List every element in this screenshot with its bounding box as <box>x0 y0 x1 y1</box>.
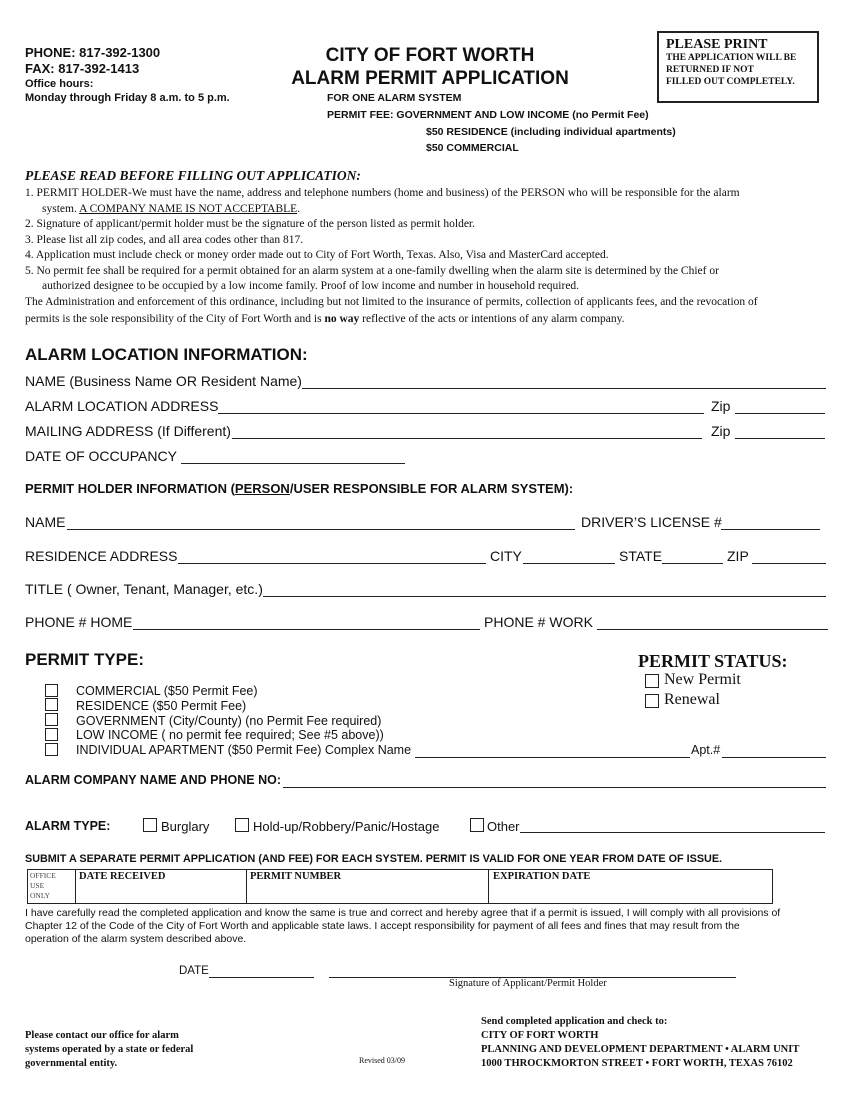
city-field[interactable] <box>523 563 615 564</box>
permit-status-heading: PERMIT STATUS: <box>638 651 788 671</box>
phone-work-field[interactable] <box>597 629 828 630</box>
fee-line-1: PERMIT FEE: GOVERNMENT AND LOW INCOME (no Permit Fee) <box>327 109 649 121</box>
title-label: TITLE ( Owner, Tenant, Manager, etc.) <box>25 581 263 597</box>
government-checkbox[interactable] <box>45 713 58 726</box>
administration-note-2 <box>25 312 830 328</box>
office-use-table <box>27 869 773 904</box>
date-label: DATE <box>179 965 209 977</box>
expiration-date-header: EXPIRATION DATE <box>493 871 591 882</box>
title-field[interactable] <box>263 596 826 597</box>
send-line-1: Send completed application and check to: <box>481 1016 668 1027</box>
location-zip-label: Zip <box>711 398 731 414</box>
office-hours-label: Office hours: <box>25 78 94 90</box>
please-print-line-2: RETURNED IF NOT <box>666 65 754 75</box>
permit-type-residence: RESIDENCE ($50 Permit Fee) <box>76 698 247 713</box>
permit-type-low-income: LOW INCOME ( no permit fee required; See #5 above)) <box>76 728 384 743</box>
certification-line-2: Chapter 12 of the Code of the City of Fort Worth and applicable state laws. I accept responsibility for payment of all fees and fines that may result from the <box>25 920 740 932</box>
other-label: Other <box>487 819 520 834</box>
zip-field[interactable] <box>752 563 826 564</box>
admin-note-prefix: permits is the sole responsibility of the City of Fort Worth and is <box>25 313 325 325</box>
permit-type-options <box>76 684 411 758</box>
phone-number: PHONE: 817-392-1300 <box>25 45 161 60</box>
mailing-zip-label: Zip <box>711 423 731 439</box>
instruction-5: 5. No permit fee shall be required for a permit obtained for an alarm system at a one-family dwelling when the alarm site is determined by the Chief or <box>25 264 719 277</box>
administration-note-1: The Administration and enforcement of this ordinance, including but not limited to the insurance of permits, collection of applicants fees, and the revocation of <box>25 295 758 308</box>
permit-type-government: GOVERNMENT (City/County) (no Permit Fee required) <box>76 713 382 728</box>
mailing-zip-field[interactable] <box>735 438 825 439</box>
state-label: STATE <box>619 548 663 564</box>
residence-checkbox[interactable] <box>45 698 58 711</box>
date-field[interactable] <box>209 977 314 978</box>
holdup-checkbox[interactable] <box>235 818 249 832</box>
company-name-warning: A COMPANY NAME IS NOT ACCEPTABLE <box>79 202 298 215</box>
permit-type-individual-apartment: INDIVIDUAL APARTMENT ($50 Permit Fee) Complex Name <box>76 743 412 758</box>
send-line-4: 1000 THROCKMORTON STREET • FORT WORTH, TEXAS 76102 <box>481 1058 793 1069</box>
please-print-title: PLEASE PRINT <box>666 37 768 52</box>
location-address-field[interactable] <box>218 413 704 414</box>
individual-apartment-checkbox[interactable] <box>45 743 58 756</box>
fee-line-2: $50 RESIDENCE (including individual apartments) <box>426 126 676 138</box>
separate-application-notice: SUBMIT A SEPARATE PERMIT APPLICATION (AND FEE) FOR EACH SYSTEM. PERMIT IS VALID FOR ONE YEAR FROM DATE OF ISSUE. <box>25 853 723 865</box>
contact-block <box>25 45 230 105</box>
instruction-1: 1. PERMIT HOLDER-We must have the name, address and telephone numbers (home and business) of the PERSON who will be responsible for the alarm <box>25 187 740 199</box>
revision-date: Revised 03/09 <box>359 1056 405 1065</box>
signature-label: Signature of Applicant/Permit Holder <box>449 978 607 989</box>
burglary-checkbox[interactable] <box>143 818 157 832</box>
occupancy-date-field[interactable] <box>181 463 405 464</box>
renewal-checkbox[interactable] <box>645 694 659 708</box>
apt-label: Apt.# <box>691 743 721 757</box>
instructions-heading: PLEASE READ BEFORE FILLING OUT APPLICATION: <box>25 168 361 183</box>
permit-holder-heading-prefix: PERMIT HOLDER INFORMATION ( <box>25 481 235 496</box>
residence-address-label: RESIDENCE ADDRESS <box>25 548 178 564</box>
state-federal-contact-note <box>25 1029 193 1071</box>
page-title <box>280 44 580 90</box>
phone-home-label: PHONE # HOME <box>25 614 133 630</box>
fee-line-3: $50 COMMERCIAL <box>426 142 519 154</box>
instruction-4: 4. Application must include check or money order made out to City of Fort Worth, Texas. Also, Visa and MasterCard accepted. <box>25 249 609 261</box>
title-city: CITY OF FORT WORTH <box>325 45 535 66</box>
zip-label: ZIP <box>727 548 749 564</box>
please-print-line-1: THE APPLICATION WILL BE <box>666 53 797 63</box>
permit-type-heading: PERMIT TYPE: <box>25 650 145 669</box>
contact-note-line-1: Please contact our office for alarm <box>25 1030 179 1041</box>
commercial-checkbox[interactable] <box>45 684 58 697</box>
location-zip-field[interactable] <box>735 413 825 414</box>
location-name-label: NAME (Business Name OR Resident Name) <box>25 373 302 389</box>
other-alarm-type-field[interactable] <box>520 832 825 833</box>
admin-note-suffix: reflective of the acts or intentions of any alarm company. <box>359 313 625 325</box>
certification-line-3: operation of the alarm system described above. <box>25 933 247 945</box>
holdup-label: Hold-up/Robbery/Panic/Hostage <box>253 819 440 834</box>
permit-holder-heading <box>25 481 573 496</box>
drivers-license-label: DRIVER’S LICENSE # <box>581 514 722 530</box>
instruction-5-cont: authorized designee to be occupied by a low income family. Proof of low income and number in household required. <box>42 280 580 292</box>
phone-home-field[interactable] <box>133 629 480 630</box>
office-use-label <box>30 871 56 901</box>
location-address-label: ALARM LOCATION ADDRESS <box>25 398 219 414</box>
instructions-list <box>25 186 830 328</box>
mailing-address-label: MAILING ADDRESS (If Different) <box>25 423 231 439</box>
permit-type-commercial: COMMERCIAL ($50 Permit Fee) <box>76 684 258 698</box>
fax-number: FAX: 817-392-1413 <box>25 61 140 76</box>
state-field[interactable] <box>662 563 723 564</box>
apt-number-field[interactable] <box>722 757 826 758</box>
holder-name-label: NAME <box>25 514 66 530</box>
admin-note-emphasis: no way <box>324 313 360 325</box>
office-use-line-3: ONLY <box>30 891 51 900</box>
complex-name-field[interactable] <box>415 757 690 758</box>
holder-name-field[interactable] <box>67 529 575 530</box>
phone-work-label: PHONE # WORK <box>484 614 593 630</box>
table-divider <box>75 870 76 903</box>
renewal-label: Renewal <box>664 691 720 708</box>
instruction-1-cont <box>25 202 830 218</box>
instruction-3: 3. Please list all zip codes, and all area codes other than 817. <box>25 233 304 246</box>
certification-statement <box>25 907 835 946</box>
instruction-1-prefix: system. <box>42 202 80 215</box>
contact-note-line-3: governmental entity. <box>25 1058 118 1069</box>
send-line-2: CITY OF FORT WORTH <box>481 1030 599 1041</box>
occupancy-date-label: DATE OF OCCUPANCY <box>25 448 177 464</box>
office-use-line-2: USE <box>30 881 45 890</box>
one-system-note: FOR ONE ALARM SYSTEM <box>327 92 462 104</box>
send-line-3: PLANNING AND DEVELOPMENT DEPARTMENT • ALARM UNIT <box>481 1044 800 1055</box>
burglary-label: Burglary <box>161 819 210 834</box>
person-emphasis: PERSON <box>234 481 290 496</box>
instruction-1-suffix: . <box>297 202 301 215</box>
certification-line-1: I have carefully read the completed application and know the same is true and correct and hereby agree that if a permit is issued, I will comply with all provisions of <box>25 907 781 919</box>
other-checkbox[interactable] <box>470 818 484 832</box>
alarm-company-label: ALARM COMPANY NAME AND PHONE NO: <box>25 773 282 787</box>
alarm-type-label: ALARM TYPE: <box>25 819 111 833</box>
residence-address-field[interactable] <box>178 563 486 564</box>
table-divider <box>488 870 489 903</box>
drivers-license-field[interactable] <box>721 529 820 530</box>
alarm-company-field[interactable] <box>283 787 826 788</box>
permit-holder-heading-suffix: /USER RESPONSIBLE FOR ALARM SYSTEM): <box>289 481 574 496</box>
date-received-header: DATE RECEIVED <box>79 871 166 882</box>
city-label: CITY <box>490 548 522 564</box>
mailing-instructions <box>481 1015 799 1071</box>
permit-number-header: PERMIT NUMBER <box>250 871 342 882</box>
table-divider <box>246 870 247 903</box>
new-permit-checkbox[interactable] <box>645 674 659 688</box>
office-use-line-1: OFFICE <box>30 871 56 880</box>
title-application: ALARM PERMIT APPLICATION <box>291 68 569 89</box>
low-income-checkbox[interactable] <box>45 728 58 741</box>
alarm-location-heading: ALARM LOCATION INFORMATION: <box>25 345 308 364</box>
mailing-address-field[interactable] <box>232 438 702 439</box>
contact-note-line-2: systems operated by a state or federal <box>25 1044 194 1055</box>
new-permit-label: New Permit <box>664 671 741 688</box>
office-hours: Monday through Friday 8 a.m. to 5 p.m. <box>25 92 230 104</box>
please-print-line-3: FILLED OUT COMPLETELY. <box>666 77 795 87</box>
location-name-field[interactable] <box>302 388 826 389</box>
please-print-box <box>657 31 819 103</box>
instruction-2: 2. Signature of applicant/permit holder must be the signature of the person listed as permit holder. <box>25 218 475 230</box>
